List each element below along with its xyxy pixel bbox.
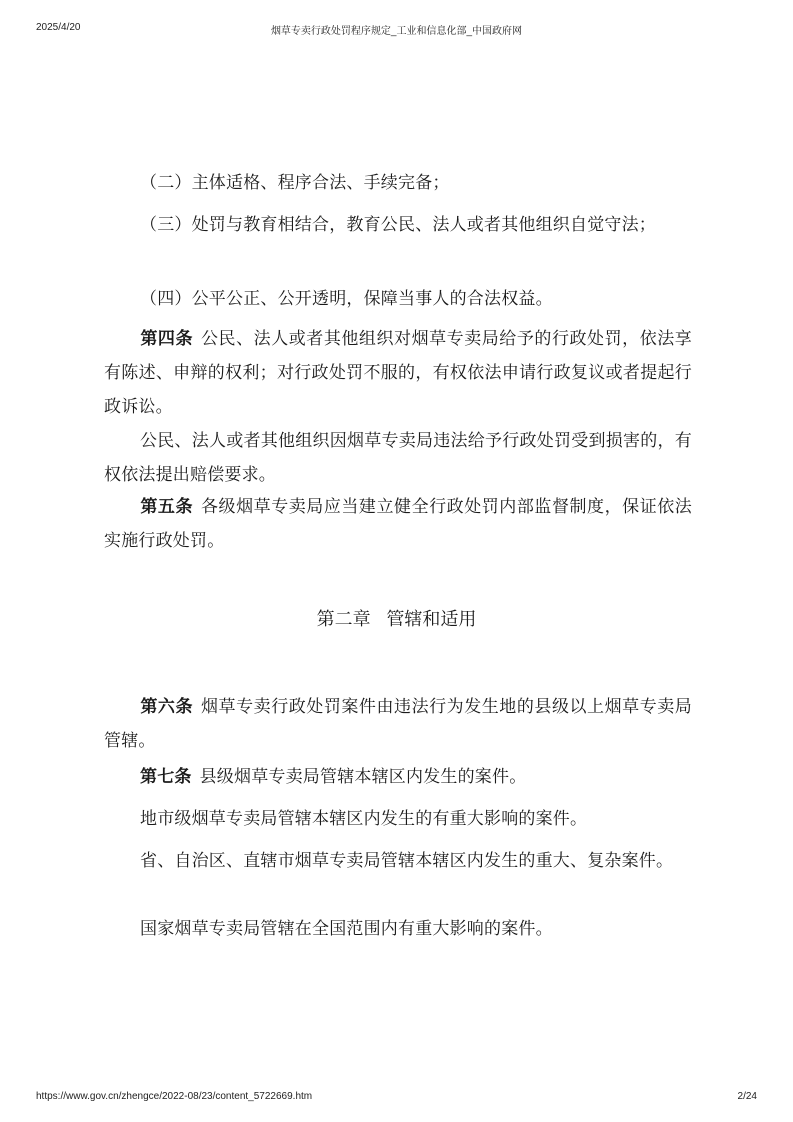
article-6 <box>104 690 692 758</box>
article-5 <box>104 490 692 558</box>
article-4 <box>104 322 692 424</box>
paragraph-text: （三）处罚与教育相结合，教育公民、法人或者其他组织自觉守法； <box>140 215 656 235</box>
article-label: 第七条 <box>140 767 192 787</box>
article-7 <box>104 760 692 794</box>
page-title: 烟草专卖行政处罚程序规定_工业和信息化部_中国政府网 <box>270 26 523 37</box>
paragraph-text: 省、自治区、直辖市烟草专卖局管辖本辖区内发生的重大、复杂案件。 <box>140 851 674 871</box>
paragraph-national <box>104 912 692 946</box>
source-url: https://www.gov.cn/zhengce/2022-08/23/content_5722669.htm <box>36 1091 313 1102</box>
article-text: 公民、法人或者其他组织对烟草专卖局给予的行政处罚，依法享有陈述、申辩的权利；对行政处罚不服的，有权依法申请行政复议或者提起行政诉讼。 <box>104 329 692 417</box>
paragraph-provincial <box>104 844 692 878</box>
paragraph-item-3 <box>104 208 692 242</box>
article-label: 第六条 <box>140 697 193 717</box>
page-number: 2/24 <box>737 1091 757 1102</box>
article-text: 各级烟草专卖局应当建立健全行政处罚内部监督制度，保证依法实施行政处罚。 <box>104 497 692 551</box>
article-text: 县级烟草专卖局管辖本辖区内发生的案件。 <box>199 767 527 787</box>
article-label: 第四条 <box>140 329 193 349</box>
paragraph-text: 公民、法人或者其他组织因烟草专卖局违法给予行政处罚受到损害的，有权依法提出赔偿要求。 <box>104 431 692 485</box>
chapter-heading: 第二章 管辖和适用 <box>316 609 477 630</box>
article-text: 烟草专卖行政处罚案件由违法行为发生地的县级以上烟草专卖局管辖。 <box>104 697 692 751</box>
paragraph-municipal <box>104 802 692 836</box>
print-date: 2025/4/20 <box>36 22 81 33</box>
paragraph-text: 国家烟草专卖局管辖在全国范围内有重大影响的案件。 <box>140 919 553 939</box>
article-label: 第五条 <box>140 497 193 517</box>
paragraph-item-4 <box>104 282 692 316</box>
paragraph-item-2 <box>104 166 692 200</box>
paragraph-text: （二）主体适格、程序合法、手续完备； <box>140 173 450 193</box>
paragraph-text: （四）公平公正、公开透明，保障当事人的合法权益。 <box>140 289 553 309</box>
paragraph-compensation <box>104 424 692 492</box>
paragraph-text: 地市级烟草专卖局管辖本辖区内发生的有重大影响的案件。 <box>140 809 588 829</box>
